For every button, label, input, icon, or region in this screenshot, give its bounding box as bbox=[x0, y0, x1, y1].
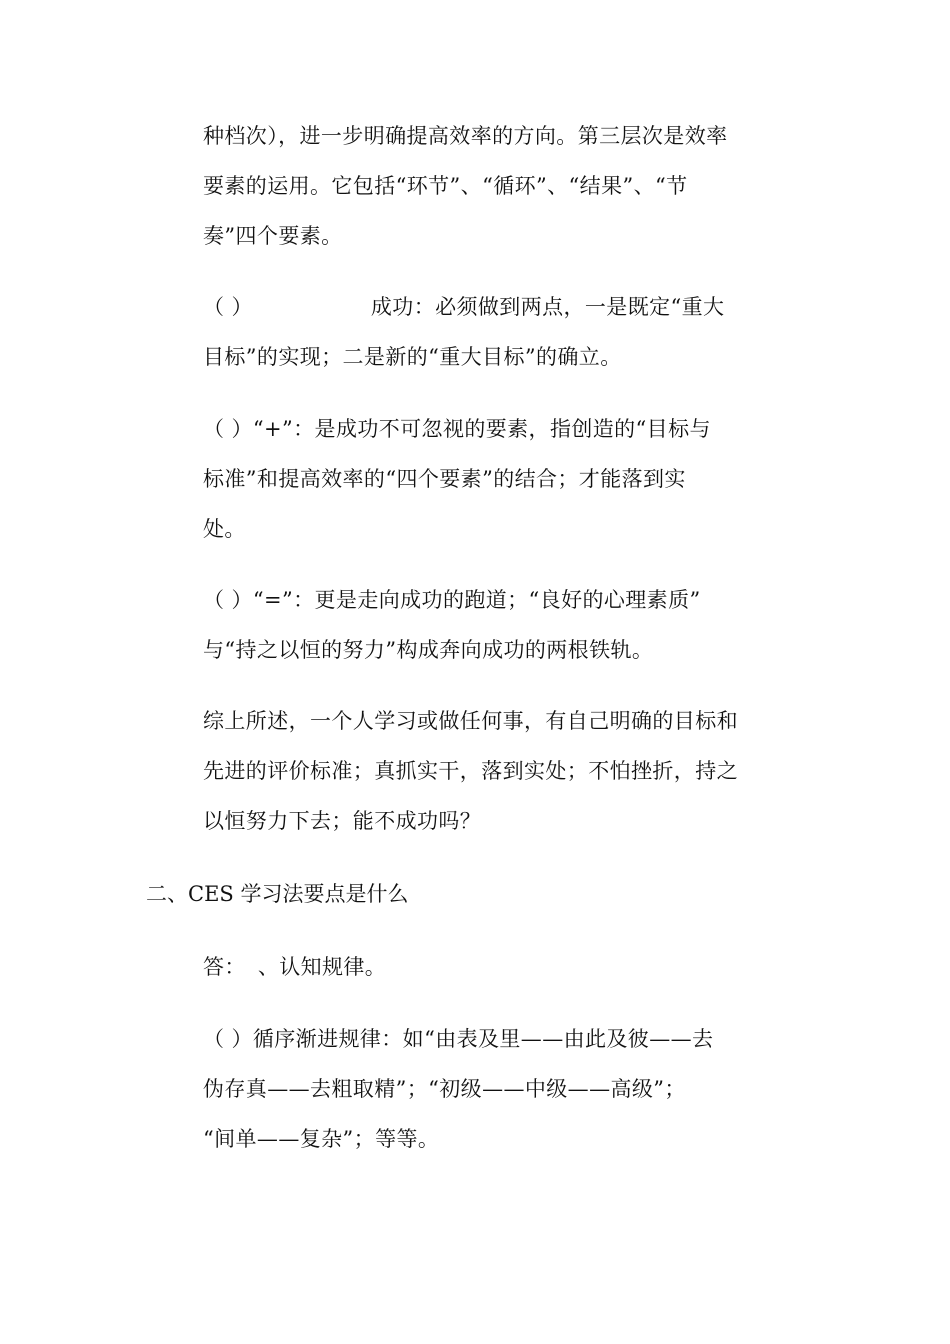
answer-line bbox=[203, 942, 758, 992]
text-line: 以恒努力下去；能不成功吗？ bbox=[203, 809, 482, 833]
text-fragment: 成功：必须做到两点，一是既定“重大 bbox=[370, 295, 725, 319]
item-marker: （ ） bbox=[203, 295, 253, 319]
text-line: （ ）“=”：更是走向成功的跑道；“良好的心理素质” bbox=[203, 588, 701, 612]
text-line: 目标”的实现；二是新的“重大目标”的确立。 bbox=[203, 345, 622, 369]
answer-label: 答： bbox=[203, 955, 246, 979]
text-line: （ ）“+”：是成功不可忽视的要素，指创造的“目标与 bbox=[203, 417, 711, 441]
text-line bbox=[203, 942, 758, 992]
paragraph-plus bbox=[203, 404, 758, 554]
text-line: 处。 bbox=[203, 517, 246, 541]
paragraph-gradual-progress bbox=[203, 1014, 758, 1164]
section-heading: 二、CES 学习法要点是什么 bbox=[146, 882, 409, 906]
text-line bbox=[203, 282, 758, 332]
text-line: “间单——复杂”；等等。 bbox=[203, 1127, 440, 1151]
text-line: 要素的运用。它包括“环节”、“循环”、“结果”、“节 bbox=[203, 174, 688, 198]
paragraph-summary bbox=[203, 696, 758, 846]
text-line: 先进的评价标准；真抓实干，落到实处；不怕挫折，持之 bbox=[203, 759, 738, 783]
text-line: 种档次），进一步明确提高效率的方向。第三层次是效率 bbox=[203, 124, 728, 148]
paragraph-equals bbox=[203, 575, 758, 675]
text-line: 综上所述，一个人学习或做任何事，有自己明确的目标和 bbox=[203, 709, 738, 733]
text-line: （ ）循序渐进规律：如“由表及里——由此及彼——去 bbox=[203, 1027, 714, 1051]
paragraph-success bbox=[203, 282, 758, 382]
text-line: 奏”四个要素。 bbox=[203, 224, 343, 248]
text-line: 伪存真——去粗取精”；“初级——中级——高级”； bbox=[203, 1077, 686, 1101]
answer-text: 、认知规律。 bbox=[257, 955, 387, 979]
text-line: 与“持之以恒的努力”构成奔向成功的两根铁轨。 bbox=[203, 638, 654, 662]
paragraph-efficiency-elements bbox=[203, 111, 758, 261]
text-line: 标准”和提高效率的“四个要素”的结合；才能落到实 bbox=[203, 467, 686, 491]
